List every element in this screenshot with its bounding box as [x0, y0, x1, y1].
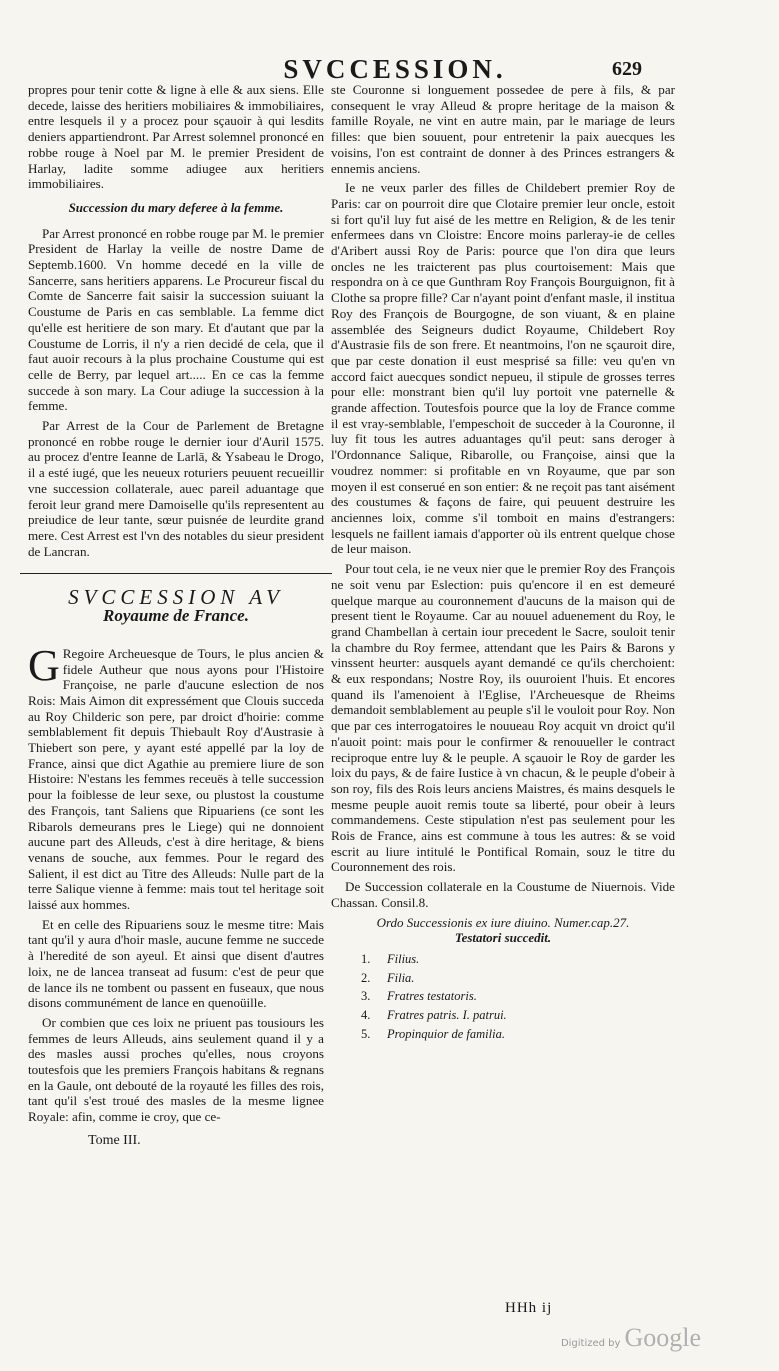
page-number: 629 — [612, 58, 642, 80]
list-item: 2. Filia. — [361, 970, 415, 985]
section-subtitle: Royaume de France. — [103, 606, 249, 626]
succession-list — [331, 952, 675, 1043]
running-head: SVCCESSION. — [283, 54, 507, 84]
list-item: 5. Propinquior de familia. — [361, 1026, 505, 1041]
list-item: 4. Fratres patris. I. patrui. — [361, 1008, 507, 1023]
section-title: SVCCESSION AV — [68, 585, 284, 610]
paragraph: Et en celle des Ripuariens souz le mesme titre: Mais tant qu'il y aura d'hoir masle, aucune femme ne succede à l'heredité de son ayeul. Et ainsi que disent d'autres loix, ne de lancea transeat ad fusum: c'est de peur que de lance ils ne tombent ou passent en fuseaux, que nous disons communément de lance en quenoüille. — [28, 916, 324, 1011]
section-divider — [20, 573, 332, 574]
list-item: 3. Fratres testatoris. — [361, 989, 477, 1004]
paragraph: Ie ne veux parler des filles de Childebert premier Roy de Paris: car on pourroit dire que Clotaire premier leur oncle, estoit si fort qu'il luy fut aisé de les mettre en Religion, & de les tenir enfermees dans vn Cloistre: Encore moins parleray-ie de celles d'Aribert aussi Roy de Paris: pource que l'on dira que leurs oncles ne les traicterent pas plus courtoisement: Mais que respondra on à ce que Gunthram Roy François Bourguignon, fit à Clothe sa propre fille? Car n'ayant point d'enfant masle, il institua Roy des François de Bourgogne, de son viuant, & en plaine assemblée des Seigneurs dudict Royaume, Childebert Roy d'Austrasie fils de son frere. Et neantmoins, l'on ne sçauroit dire, que par ceste donation il eust mesprisé sa fille: veu qu'en vn accord faict auecques sondict nepueu, il stipule de grosses terres pour elle: monstrant bien qu'il luy portoit vne paternelle & grande affection. Toutesfois pource que la loy de France comme il est vray-semblable, l'empeschoit de succeder à la Couronne, il luy fit tous les autres aduantages qu'il peut: sans deroger à l'Ordonnance Salique, Ribarolle, ou Françoise, ainsi que la voudrez nommer: si profitable en vn Royaume, que par son moyen il est conserué en son entier: & ne reçoit pas tant aisément des coustumes & façons de faire, qui peuuent destruire les anciennes loix, comme s'il tomboit en mains d'estrangers: lesquels ne faillent iamais d'apporter où ils entrent quelque chose de leur maison. — [331, 180, 675, 557]
volume-label: Tome III. — [88, 1132, 141, 1148]
paragraph: De Succession collaterale en la Coustume de Niuernois. Vide Chassan. Consil.8. — [331, 879, 675, 910]
google-logo: Google — [624, 1323, 701, 1352]
paragraph: ste Couronne si longuement possedee de pere à fils, & par consequent le vray Alleud & propre heritage de la maison & famille Royale, ne vint en autre main, par le mariage de leurs filles: que bien souuent, pour entretenir la paix auecques les voisins, l'on est contraint de donner à des Princes estrangers & ennemis anciens. — [331, 82, 675, 176]
paragraph: Or combien que ces loix ne priuent pas tousiours les femmes de leurs Alleuds, ains seulement quand il y a des masles aussi proches qu'elles, nous croyons toutesfois que les premiers François habitans & regnans en la Gaule, ont debouté de la royauté les filles des rois, tant qu'il s'est troué des masles de la mesme lignee Royale: afin, comme ie croy, que ce- — [28, 1014, 324, 1125]
list-item: 1. Filius. — [361, 951, 420, 966]
ordo-subheading: Testatori succedit. — [454, 930, 552, 946]
paragraph: Par Arrest prononcé en robbe rouge par M. le premier President de Harlay la veille de nostre Dame de Septemb.1600. Vn homme decedé en la ville de Sancerre, sans heritiers apparens. Le Procureur fiscal du Comte de Sancerre fait saisir la succession suiuant la Coustume de Paris en cas semblable. La femme dict qu'elle est heritiere de son mary. Et d'autant que par la Coustume de Lorris, il n'y a rien decidé de cela, que il faut auoir recours à la plus prochaine Coustume qui est celle de Berry, par lequel art..... En ce cas la femme succede à son mary. La Cour adiuge la succession à la femme. — [28, 225, 324, 414]
signature-mark: HHh ij — [505, 1300, 553, 1316]
paragraph: propres pour tenir cotte & ligne à elle & aux siens. Elle decede, laisse des heritiers mobiliaires & immobiliaires, entre lesquels il y a procez pour sçauoir à qui lesdits deniers appartiendront. Par Arrest solemnel prononcé en robbe rouge à Noel par M. le premier President de Harlay, ladite somme adiugee aux heritiers immobiliaires. — [28, 82, 324, 192]
paragraph: G Regoire Archeuesque de Tours, le plus ancien & fidele Autheur que nous ayons pour l'Histoire Françoise, ne parle d'aucune eslection de nos Rois: Mais Aimon dit expressément que Clouis succeda au Roy Childeric son pere, par droict d'hoirie: comme semblablement fit depuis Thiebault Roy d'Austrasie à Thiebert son pere, y ayant esté appellé par la loy de France, ainsi que dict Agathie au premiere liure de son Histoire: N'estans les femmes receuës à telle succession pour la foiblesse de leur sexe, ou plustost la coustume des François, tant Saliens que Ripuariens (ce sont les Ribarols demeurans pres le Liege) qui ne donnoient aucune part des Alleuds, c'est à dire heritage, & biens venans de souche, aux femmes. Pour le regard des Salient, il est dict au Titre des Alleuds: Nulle part de la terre Salique vienne à femme: mais tout tel heritage soit laissé aux hommes. — [28, 640, 324, 913]
paragraph: Par Arrest de la Cour de Parlement de Bretagne prononcé en robbe rouge le dernier iour d'Auril 1575. au procez d'entre Ieanne de Larlā, & Ysabeau le Drogo, il a esté iugé, que les neueux roturiers peuuent recueillir vne succession collaterale, auec pareil aduantage que feroit leur grand mere Damoiselle qu'ils representent au preiudice de leur tante, sœur puisnée de leurdite grand mere. Cest Arrest est l'vn des notables du sieur president de Lancran. — [28, 418, 324, 559]
drop-cap: G — [28, 640, 60, 690]
subheading: Succession du mary deferee à la femme. — [68, 199, 284, 215]
digitized-watermark — [561, 1323, 701, 1353]
left-column — [28, 82, 324, 1149]
right-column — [331, 82, 675, 1045]
paragraph: Pour tout cela, ie ne veux nier que le premier Roy des François ne soit venu par Eslection: puis qu'encore il en est demeuré quelque marque au couronnement d'aucuns de la maison qui de present tient le Royaume. Car au nouuel aduenement du Roy, le grand Chambellan à certain iour precedent le Sacre, souloit tenir la chambre du Roy fermee, attendant que les Pairs & Barons y vinssent heurter: ausquels ayant demandé ce qu'ils cherchoient: & eux respondans; Nostre Roy, ils ouuroient l'huis. Et encores quand ils l'amenoient à l'Eglise, l'Archeuesque de Rheims demandoit semblablement au peuple s'il le vouloit pour Roy. Non que par ces interrogatoires le nouueau Roy acquit vn droict qu'il n'auoit point: mais pour le confirmer & renouueller le contract reciproque entre luy & le peuple. A sçauoir le Roy de garder les loix du pays, & de faire Iustice à vn chacun, & le peuple d'obeir à son roy, fils des Rois leurs anciens Maistres, és mains desquels le mesme peuple auoit remis toute sa liberté, pour obeir à leurs commandemens. Ceste stipulation n'est pas seulement pour les Rois de France, ains est commune à tous les autres: & se void escrit au liure intitulé le Pontifical Romain, souz le titre du Couronnement des rois. — [331, 561, 675, 875]
digitized-label: Digitized by — [560, 1338, 621, 1349]
ordo-heading: Ordo Successionis ex iure diuino. Numer.cap.27. — [376, 914, 630, 930]
